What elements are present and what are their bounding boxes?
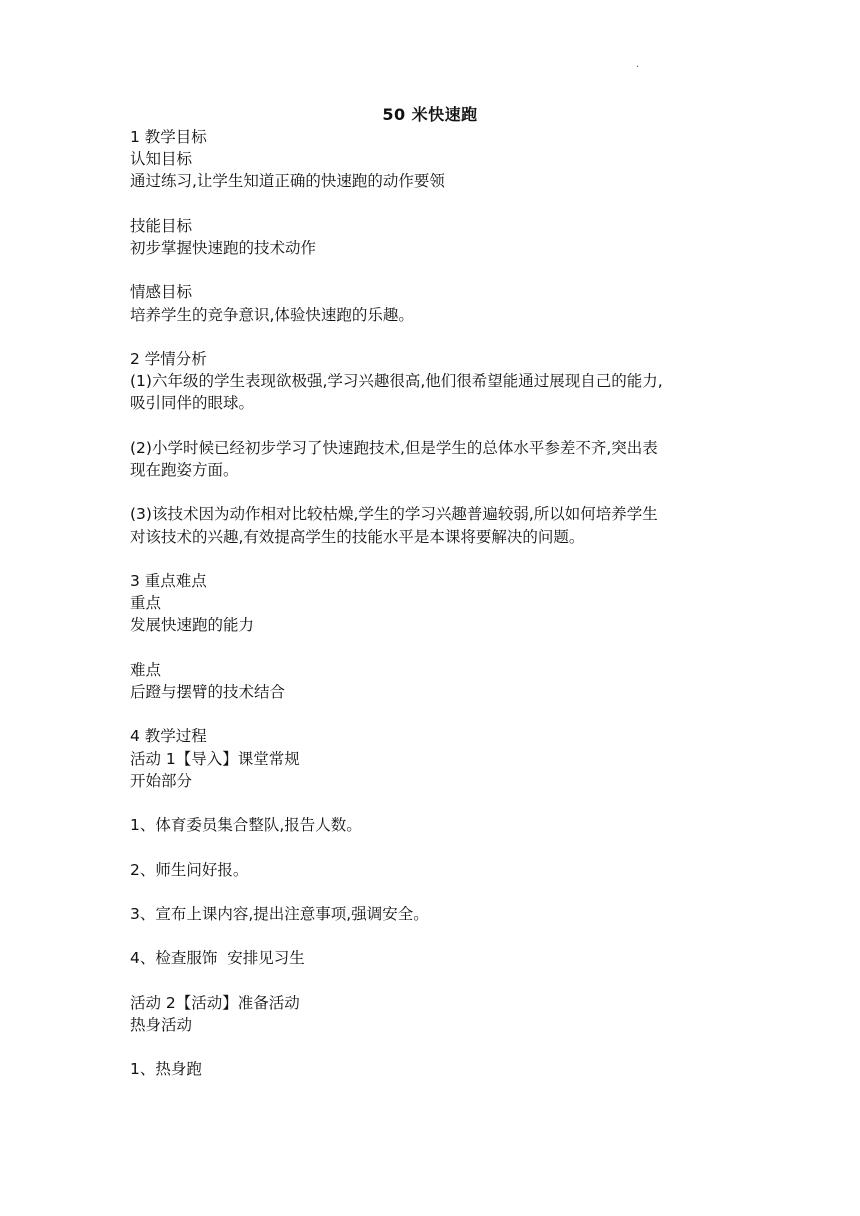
blank-line <box>130 836 740 858</box>
text-line: 认知目标 <box>130 150 193 169</box>
blank-line <box>130 193 740 215</box>
text-line: (2)小学时候已经初步学习了快速跑技术,但是学生的总体水平参差不齐,突出表 <box>130 438 658 457</box>
text-line: 1、体育委员集合整队,报告人数。 <box>130 816 362 835</box>
blank-line <box>130 637 740 659</box>
text-line: 通过练习,让学生知道正确的快速跑的动作要领 <box>130 172 445 191</box>
text-line: 对该技术的兴趣,有效提高学生的技能水平是本课将要解决的问题。 <box>130 527 585 546</box>
blank-line <box>130 326 740 348</box>
text-line: 活动 2【活动】准备活动 <box>130 993 300 1012</box>
text-line: 发展快速跑的能力 <box>130 616 255 635</box>
text-line: 3、宣布上课内容,提出注意事项,强调安全。 <box>130 904 429 923</box>
text-line: 3 重点难点 <box>130 571 207 590</box>
text-line: 活动 1【导入】课堂常规 <box>130 749 300 768</box>
blank-line <box>130 970 740 992</box>
text-line: 开始部分 <box>130 771 193 790</box>
blank-line <box>130 925 740 947</box>
document-title: 50 米快速跑 <box>382 105 478 124</box>
text-line: 4 教学过程 <box>130 727 207 746</box>
text-line: 难点 <box>130 660 162 679</box>
blank-line <box>130 703 740 725</box>
blank-line <box>130 415 740 437</box>
text-line: 吸引同伴的眼球。 <box>130 394 255 413</box>
blank-line <box>130 548 740 570</box>
blank-line <box>130 1036 740 1058</box>
document-body <box>130 126 740 1081</box>
text-line: 现在跑姿方面。 <box>130 460 239 479</box>
text-line: 2 学情分析 <box>130 349 207 368</box>
blank-line <box>130 481 740 503</box>
text-line: 重点 <box>130 594 162 613</box>
blank-line <box>130 881 740 903</box>
blank-line <box>130 792 740 814</box>
text-line: (3)该技术因为动作相对比较枯燥,学生的学习兴趣普遍较弱,所以如何培养学生 <box>130 505 658 524</box>
text-line: 初步掌握快速跑的技术动作 <box>130 239 317 257</box>
text-line: 1 教学目标 <box>130 128 207 146</box>
text-line: 情感目标 <box>130 283 193 302</box>
text-line: 培养学生的竞争意识,体验快速跑的乐趣。 <box>130 305 414 324</box>
header-mark: . <box>636 59 640 70</box>
text-line: (1)六年级的学生表现欲极强,学习兴趣很高,他们很希望能通过展现自己的能力, <box>130 372 663 391</box>
blank-line <box>130 259 740 281</box>
text-line: 1、热身跑 <box>130 1060 202 1079</box>
text-line: 技能目标 <box>130 216 193 235</box>
text-line: 热身活动 <box>130 1015 193 1034</box>
text-line: 4、检查服饰 安排见习生 <box>130 949 305 968</box>
text-line: 后蹬与摆臂的技术结合 <box>130 682 286 701</box>
text-line: 2、师生问好报。 <box>130 860 249 879</box>
